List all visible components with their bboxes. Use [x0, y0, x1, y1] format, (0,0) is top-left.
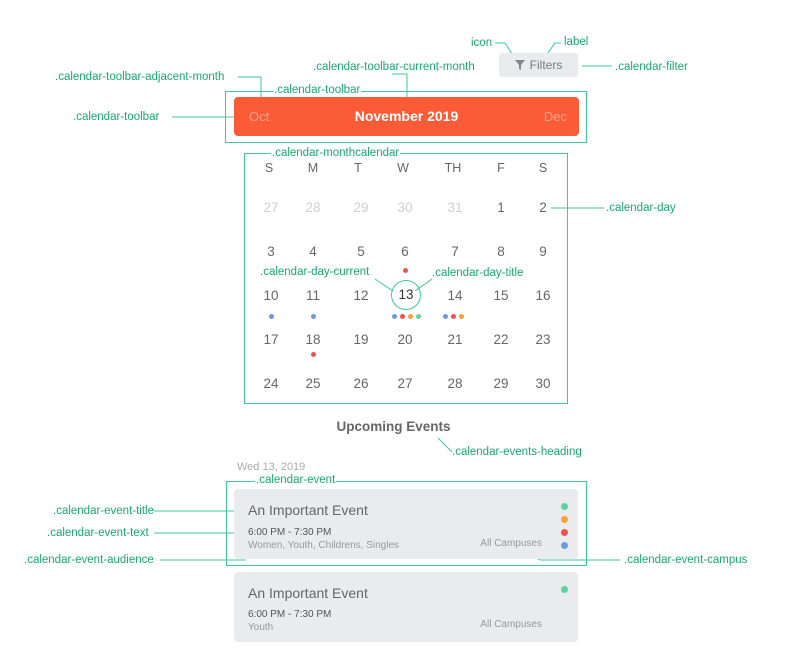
event-dot-red: [311, 352, 316, 357]
annotation-toolbar-top: .calendar-toolbar: [274, 84, 361, 96]
events-heading: Upcoming Events: [336, 419, 451, 434]
calendar-day-adjacent[interactable]: 28: [305, 200, 321, 215]
annotation-label: label: [564, 36, 589, 48]
calendar-day[interactable]: 11: [305, 288, 320, 303]
calendar-day-adjacent[interactable]: 27: [263, 200, 279, 215]
event-time: 6:00 PM - 7:30 PM: [248, 609, 332, 620]
filter-funnel-icon: [515, 60, 525, 70]
calendar-day[interactable]: 21: [447, 332, 463, 347]
annotation-toolbar-current-month: .calendar-toolbar-current-month: [313, 61, 475, 73]
toolbar-prev-month[interactable]: Oct: [249, 109, 270, 124]
event-dot-red: [451, 314, 456, 319]
weekday-header: T: [354, 161, 362, 175]
weekday-header: S: [264, 161, 274, 175]
annotation-event-campus: .calendar-event-campus: [624, 554, 748, 566]
toolbar-current-month: November 2019: [354, 108, 459, 124]
weekday-header: F: [497, 161, 505, 175]
event-dot-orange: [459, 314, 464, 319]
calendar-day[interactable]: 15: [493, 288, 509, 303]
calendar-day[interactable]: 14: [447, 288, 463, 303]
event-dot-blue: [269, 314, 274, 319]
calendar-day-current[interactable]: 13: [391, 280, 421, 310]
annotation-icon: icon: [471, 37, 493, 49]
event-dot-green: [416, 314, 421, 319]
calendar-day-adjacent[interactable]: 29: [353, 200, 369, 215]
calendar-day[interactable]: 20: [397, 332, 413, 347]
filter-button[interactable]: [499, 53, 578, 77]
calendar-day[interactable]: 9: [539, 244, 547, 259]
event-dot-red: [400, 314, 405, 319]
calendar-day-adjacent[interactable]: 30: [397, 200, 413, 215]
event-dot-blue: [561, 542, 568, 549]
calendar-toolbar: [234, 97, 579, 136]
event-campus: All Campuses: [480, 538, 542, 549]
annotation-monthcalendar: .calendar-monthcalendar: [272, 147, 400, 159]
event-dot-blue: [311, 314, 316, 319]
calendar-day[interactable]: 7: [451, 244, 459, 259]
toolbar-next-month[interactable]: Dec: [543, 109, 567, 124]
calendar-day[interactable]: 30: [535, 376, 551, 391]
event-dot-blue: [443, 314, 448, 319]
event-audience: Women, Youth, Childrens, Singles: [248, 540, 400, 551]
annotation-calendar-day: .calendar-day: [606, 202, 676, 214]
event-card[interactable]: [234, 572, 578, 642]
annotation-event-title: .calendar-event-title: [53, 505, 154, 517]
calendar-day[interactable]: 19: [353, 332, 369, 347]
event-audience: Youth: [248, 622, 274, 633]
annotation-events-heading: .calendar-events-heading: [452, 446, 582, 458]
event-time: 6:00 PM - 7:30 PM: [248, 527, 332, 538]
calendar-day[interactable]: 10: [263, 288, 279, 303]
calendar-day[interactable]: 1: [497, 200, 505, 215]
event-campus: All Campuses: [480, 619, 542, 630]
annotation-calendar-day-title: .calendar-day-title: [432, 267, 524, 279]
calendar-day[interactable]: 29: [493, 376, 509, 391]
calendar-day[interactable]: 24: [263, 376, 279, 391]
calendar-day[interactable]: 6: [401, 244, 409, 259]
calendar-day[interactable]: 28: [447, 376, 463, 391]
calendar-day[interactable]: 22: [493, 332, 509, 347]
annotation-calendar-event: .calendar-event: [256, 474, 336, 486]
calendar-day[interactable]: 12: [353, 288, 369, 303]
annotation-toolbar-left: .calendar-toolbar: [73, 111, 160, 123]
filter-label: Filters: [529, 58, 563, 72]
event-date: Wed 13, 2019: [237, 461, 306, 473]
calendar-day[interactable]: 8: [497, 244, 505, 259]
event-title: An Important Event: [248, 585, 368, 601]
calendar-day[interactable]: 16: [535, 288, 551, 303]
calendar-day[interactable]: 26: [353, 376, 369, 391]
weekday-header: S: [538, 161, 548, 175]
event-dot-orange: [561, 516, 568, 523]
calendar-day[interactable]: 23: [535, 332, 551, 347]
calendar-day[interactable]: 4: [309, 244, 317, 259]
event-dot-red: [561, 529, 568, 536]
weekday-header: W: [397, 161, 409, 175]
event-dot-red: [403, 268, 408, 273]
calendar-day[interactable]: 5: [357, 244, 365, 259]
event-title: An Important Event: [248, 502, 368, 518]
weekday-header: M: [307, 161, 319, 175]
weekday-header: TH: [444, 161, 462, 175]
calendar-day[interactable]: 25: [305, 376, 321, 391]
calendar-day-adjacent[interactable]: 31: [447, 200, 463, 215]
calendar-day[interactable]: 2: [539, 200, 547, 215]
event-card[interactable]: [234, 489, 578, 559]
annotation-calendar-filter: .calendar-filter: [615, 61, 688, 73]
calendar-day[interactable]: 3: [267, 244, 275, 259]
annotation-event-text: .calendar-event-text: [47, 527, 149, 539]
annotation-calendar-day-current: .calendar-day-current: [260, 266, 370, 278]
annotation-toolbar-adjacent-month: .calendar-toolbar-adjacent-month: [55, 71, 225, 83]
calendar-day[interactable]: 18: [305, 332, 321, 347]
event-dot-orange: [408, 314, 413, 319]
calendar-day[interactable]: 17: [263, 332, 279, 347]
event-dot-blue: [392, 314, 397, 319]
event-dot-green: [561, 503, 568, 510]
annotation-event-audience: .calendar-event-audience: [24, 554, 154, 566]
calendar-day[interactable]: 27: [397, 376, 413, 391]
event-dot-green: [561, 586, 568, 593]
